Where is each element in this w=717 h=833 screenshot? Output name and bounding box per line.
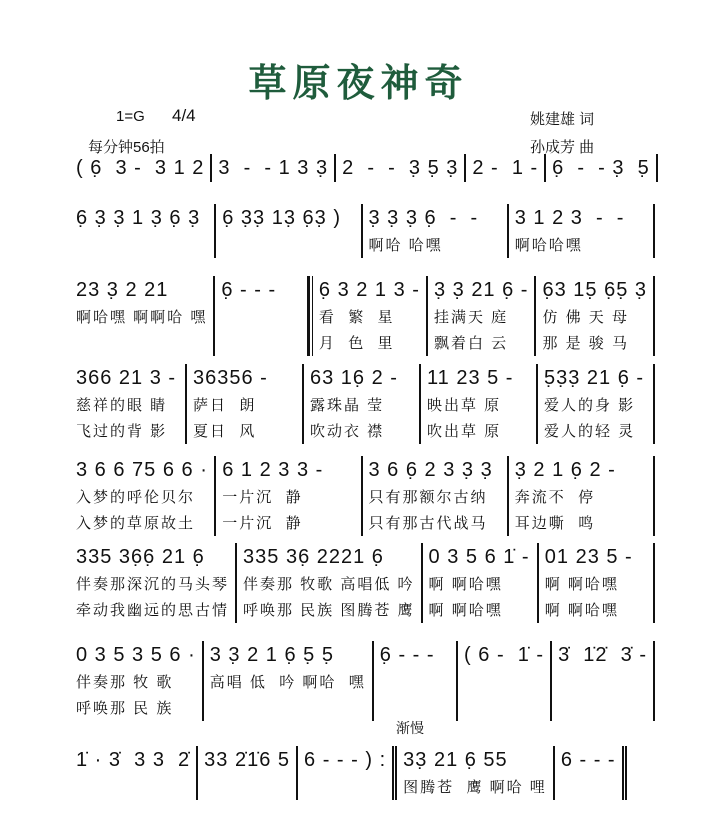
measure-notes: 5̣3̣3̣ 21 6̣ - — [544, 367, 645, 389]
lyric-line-2: 飘着白 云 — [433, 335, 509, 352]
lyric-line-2: 牵动我幽远的思古情 — [76, 602, 230, 619]
measure — [555, 746, 627, 800]
measure — [363, 204, 509, 258]
measure — [428, 276, 537, 356]
music-system — [70, 276, 655, 356]
lyric-line-1: 啊 啊哈嘿 — [544, 576, 619, 593]
measure-notes: 6̣ 3 2 1 3 - — [318, 279, 420, 301]
measure-notes: 6̣3 15̣ 6̣5̣ 3̣ — [542, 279, 647, 301]
song-title: 草原夜神奇 — [248, 60, 469, 105]
lyric-line-2: 吹动衣 襟 — [310, 423, 385, 440]
measure — [539, 543, 655, 623]
music-system — [70, 456, 655, 536]
lyric-line-2: 夏日 风 — [193, 423, 257, 440]
measure-notes: 6̣ - - 3̣ 5̣ — [552, 157, 650, 179]
lyric-line-2: 只有那古代战马 — [368, 515, 488, 532]
measure-notes: 6 - - - — [560, 749, 616, 771]
measure-notes: 3 6 6̣ 2 3 3̣ 3̣ — [368, 459, 493, 481]
music-system — [70, 746, 616, 800]
measure-notes: 3̣ 2 1 6̣ 2 - — [514, 459, 616, 481]
music-system — [70, 204, 655, 258]
measure-notes: 6̣ - - - — [221, 279, 277, 301]
lyric-line-1: 啊哈嘿 啊啊哈 嘿 — [76, 309, 208, 326]
measure — [212, 154, 336, 182]
measure-notes: 3 1 2 3 - - — [514, 207, 625, 229]
lyric-line-2: 啊 啊哈嘿 — [544, 602, 619, 619]
measure — [546, 154, 658, 182]
measure-notes: 3̇ 1̇2̇ 3̇ - — [558, 644, 647, 666]
key-signature: 1=G — [116, 108, 145, 125]
lyric-line-1: 伴奏那 牧歌 高唱低 吟 — [243, 576, 415, 593]
measure-row — [70, 456, 655, 536]
lyric-line-1: 仿 佛 天 母 — [542, 309, 629, 326]
measure — [336, 154, 466, 182]
measure-row — [70, 543, 655, 623]
measure-notes: 6̣ - - - — [379, 644, 435, 666]
measure — [536, 276, 655, 356]
measure-notes: 11 23 5 - — [427, 367, 514, 389]
music-system — [70, 154, 655, 182]
music-system — [70, 543, 655, 623]
measure — [70, 456, 216, 536]
measure-notes: 23 3̣ 2 21 — [76, 279, 169, 301]
measure-notes: 63 16̣ 2 - — [310, 367, 398, 389]
lyric-line-2: 那 是 骏 马 — [542, 335, 629, 352]
measure-notes: 3 - - 1 3 3̣ — [218, 157, 329, 179]
lyric-line-1: 啊哈 哈嘿 — [368, 237, 443, 254]
measure — [70, 276, 215, 356]
lyric-line-2: 呼唤那 民族 图腾苍 鹰 — [243, 602, 415, 619]
measure — [187, 364, 304, 444]
measure-notes: 36356 - — [193, 367, 268, 389]
lyric-line-1: 只有那额尔古纳 — [368, 489, 488, 506]
measure — [538, 364, 655, 444]
measure-notes: 0 3 5 6 1̇ - — [428, 546, 530, 568]
lyric-line-1: 啊哈哈嘿 — [514, 237, 583, 254]
measure — [509, 456, 655, 536]
lyric-line-1: 啊 啊哈嘿 — [428, 576, 503, 593]
measure-notes: ( 6̣ 3 - 3 1 2 — [76, 157, 205, 179]
measure — [298, 746, 397, 800]
tempo-marking: 每分钟56拍 — [88, 139, 165, 156]
lyric-line-1: 入梦的呼伦贝尔 — [76, 489, 196, 506]
measure — [397, 746, 555, 800]
lyric-line-1: 奔流不 停 — [514, 489, 596, 506]
measure-notes: 366 21 3 - — [76, 367, 177, 389]
music-system — [70, 641, 655, 721]
measure-notes: 3 6 6 75 6 6 · — [76, 459, 208, 481]
lyric-line-2: 飞过的背 影 — [76, 423, 168, 440]
measure-notes: ( 6 - 1̇ - — [464, 644, 545, 666]
measure — [70, 543, 237, 623]
measure-row — [70, 204, 655, 258]
measure — [204, 641, 374, 721]
lyric-line-2: 呼唤那 民 族 — [76, 700, 174, 717]
measure-row — [70, 746, 616, 800]
lyric-line-2: 入梦的草原故土 — [76, 515, 196, 532]
measure-notes: 01 23 5 - — [544, 546, 633, 568]
measure-notes: 6̣ 3̣ 3̣ 1 3̣ 6̣ 3̣ — [76, 207, 201, 229]
measure — [216, 456, 362, 536]
tempo-annotation-rit: 渐慢 — [396, 720, 424, 736]
lyric-line-1: 图腾苍 鹰 啊哈 哩 — [403, 779, 547, 796]
measure-notes: 6 1 2 3 3 - — [222, 459, 324, 481]
measure — [363, 456, 509, 536]
measure-notes: 3̣ 3̣ 3̣ 6̣ - - — [368, 207, 479, 229]
measure — [304, 364, 421, 444]
lyric-line-1: 慈祥的眼 睛 — [76, 397, 168, 414]
measure — [374, 641, 458, 721]
measure — [70, 204, 216, 258]
measure-notes: 3̣ 3̣ 21 6̣ - — [433, 279, 529, 301]
lyric-line-1: 伴奏那深沉的马头琴 — [76, 576, 230, 593]
measure — [70, 641, 204, 721]
lyric-line-2: 耳边嘶 鸣 — [514, 515, 596, 532]
lyric-line-1: 伴奏那 牧 歌 — [76, 674, 174, 691]
measure-notes: 33 2̇1̇6 5 — [204, 749, 291, 771]
lyric-line-1: 挂满天 庭 — [433, 309, 509, 326]
measure-notes: 6̣ 3̣3̣ 13̣ 6̣3̣ ) — [222, 207, 341, 229]
time-signature: 4/4 — [172, 106, 196, 125]
measure-notes: 33̣ 21 6̣ 55 — [403, 749, 508, 771]
measure-notes: 335 36̣6̣ 21 6̣ — [76, 546, 205, 568]
measure — [70, 746, 198, 800]
lyric-line-1: 高唱 低 吟 啊哈 嘿 — [209, 674, 366, 691]
lyric-line-2: 爱人的轻 灵 — [544, 423, 636, 440]
lyricist-credit: 姚建雄 词 — [530, 111, 595, 128]
lyric-line-1: 爱人的身 影 — [544, 397, 636, 414]
measure — [70, 154, 212, 182]
measure — [215, 276, 309, 356]
lyric-line-2: 月 色 里 — [318, 335, 395, 352]
measure-notes: 2 - - 3̣ 5̣ 3̣ — [342, 157, 459, 179]
measure-notes: 335 36̣ 2221 6̣ — [243, 546, 384, 568]
measure-row — [70, 154, 655, 182]
composer-credit: 孙成芳 曲 — [530, 139, 595, 156]
measure — [509, 204, 655, 258]
measure-notes: 0 3 5 3 5 6 · — [76, 644, 196, 666]
measure — [458, 641, 552, 721]
measure — [70, 364, 187, 444]
measure — [309, 276, 428, 356]
lyric-line-2: 吹出草 原 — [427, 423, 502, 440]
measure-notes: 2 - 1 - — [472, 157, 539, 179]
measure-notes: 1̇ · 3̇ 3 3 2̇ — [76, 749, 191, 771]
measure-notes: 3 3̣ 2 1 6̣ 5̣ 5̣ — [209, 644, 334, 666]
measure — [216, 204, 362, 258]
music-system — [70, 364, 655, 444]
lyric-line-2: 一片沉 静 — [222, 515, 303, 532]
lyric-line-1: 看 繁 星 — [318, 309, 395, 326]
measure-row — [70, 276, 655, 356]
measure-row — [70, 364, 655, 444]
measure-notes: 6 - - - ) : — [304, 749, 387, 771]
measure — [466, 154, 546, 182]
measure — [423, 543, 539, 623]
measure — [552, 641, 655, 721]
measure-row — [70, 641, 655, 721]
measure — [237, 543, 423, 623]
lyric-line-1: 萨日 朗 — [193, 397, 257, 414]
lyric-line-1: 一片沉 静 — [222, 489, 303, 506]
lyric-line-1: 映出草 原 — [427, 397, 502, 414]
measure — [421, 364, 538, 444]
lyric-line-2: 啊 啊哈嘿 — [428, 602, 503, 619]
measure — [198, 746, 298, 800]
lyric-line-1: 露珠晶 莹 — [310, 397, 385, 414]
